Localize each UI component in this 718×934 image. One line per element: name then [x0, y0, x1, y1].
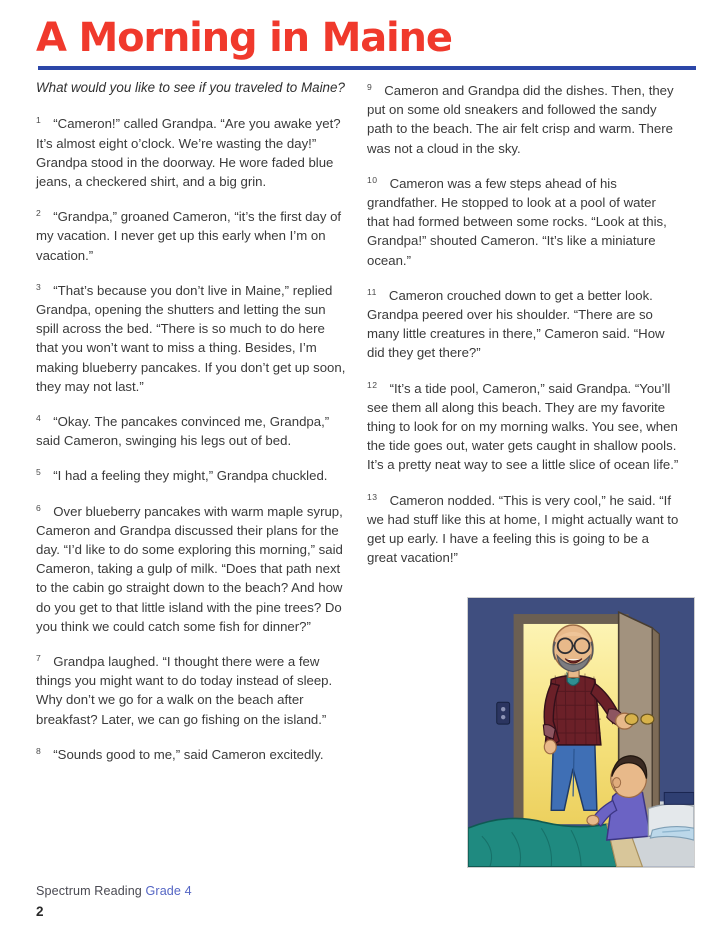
- paragraph-number: 6: [36, 502, 42, 513]
- paragraph-text: “Cameron!” called Grandpa. “Are you awake yet? It’s almost eight o’clock. We’re wasting the day!” Grandpa stood in the doorway. He wore faded blue jeans, a checkered shirt, and a big grin.: [36, 116, 341, 190]
- paragraph-number: 8: [36, 745, 42, 756]
- paragraph-7: [36, 649, 348, 729]
- paragraph-number: 5: [36, 467, 42, 478]
- illustration-artwork: [468, 598, 694, 867]
- footer-grade-text: Grade 4: [145, 884, 192, 898]
- paragraph-9: [367, 78, 679, 158]
- paragraph-1: [36, 111, 348, 191]
- paragraph-10: [367, 171, 679, 270]
- paragraph-number: 1: [36, 115, 42, 126]
- paragraph-text: “Sounds good to me,” said Cameron excitedly.: [53, 746, 324, 762]
- paragraph-3: [36, 278, 348, 396]
- paragraph-number: 9: [367, 82, 373, 92]
- paragraph-4: [36, 409, 348, 450]
- story-column-left: [36, 78, 348, 777]
- paragraph-number: 11: [367, 286, 377, 297]
- paragraph-text: “It’s a tide pool, Cameron,” said Grandpa. “You’ll see them all along this beach. They are my favorite thing to look for on my morning walks. You see, when the tide goes out, water gets caught in shallow pools. It’s a pretty neat way to see a little slice of ocean life.”: [367, 380, 679, 473]
- paragraph-13: [367, 488, 679, 568]
- intro-prompt: What would you like to see if you traveled to Maine?: [36, 80, 345, 95]
- paragraph-12: [367, 376, 679, 475]
- paragraph-number: 3: [36, 281, 42, 292]
- paragraph-text: “That’s because you don’t live in Maine,” replied Grandpa, opening the shutters and letting the sun spill across the bed. “There is so much to do here that you won’t want to miss a thing. Besides, I’m making blueberry pancakes. If you don’t get up soon, they may not last.”: [36, 282, 346, 394]
- paragraph-5: [36, 463, 348, 485]
- title-underline-rule: [38, 66, 696, 70]
- paragraph-number: 10: [367, 174, 378, 185]
- paragraph-number: 4: [36, 413, 42, 424]
- paragraph-text: Cameron crouched down to get a better look. Grandpa peered over his shoulder. “There are so many little creatures in there,” Cameron said. “How did they get there?”: [367, 287, 665, 361]
- paragraph-number: 13: [367, 491, 378, 502]
- story-column-right: [367, 78, 679, 580]
- paragraph-11: [367, 283, 679, 363]
- story-illustration: [467, 597, 695, 868]
- paragraph-text: Cameron was a few steps ahead of his grandfather. He stopped to look at a pool of water that had formed between some rocks. “Look at this, Grandpa!” shouted Cameron. “It’s like a miniature ocean.”: [367, 175, 667, 268]
- footer-series-label: [36, 884, 192, 898]
- paragraph-number: 2: [36, 208, 42, 219]
- paragraph-number: 12: [367, 379, 378, 390]
- page-title: A Morning in Maine: [36, 15, 452, 61]
- paragraph-text: “Okay. The pancakes convinced me, Grandpa,” said Cameron, swinging his legs out of bed.: [36, 414, 330, 449]
- footer-series-text: Spectrum Reading: [36, 884, 146, 898]
- paragraph-text: Grandpa laughed. “I thought there were a few things you might want to do today instead of sleep. Why don’t we go for a walk on the beach after breakfast? Later, we can go fishing on the island.”: [36, 654, 333, 727]
- paragraph-text: Cameron and Grandpa did the dishes. Then, they put on some old sneakers and followed the sandy path to the beach. The air felt crisp and warm. There was not a cloud in the sky.: [367, 83, 674, 156]
- paragraph-text: Cameron nodded. “This is very cool,” he said. “If we had stuff like this at home, I might actually want to get up early. I have a feeling this is going to be a great vacation!”: [367, 492, 679, 566]
- paragraph-6: [36, 499, 348, 636]
- paragraph-2: [36, 204, 348, 265]
- paragraph-number: 7: [36, 653, 42, 664]
- paragraph-text: Over blueberry pancakes with warm maple syrup, Cameron and Grandpa discussed their plans for the day. “I’d like to do some exploring this morning,” said Cameron, taking a gulp of milk. “Does that path next to the cabin go straight down to the beach? And how do you get to that little island with the pine trees? Do you think we could catch some fish for dinner?”: [36, 503, 343, 634]
- paragraph-text: “I had a feeling they might,” Grandpa chuckled.: [53, 468, 328, 484]
- paragraph-8: [36, 742, 348, 764]
- paragraph-text: “Grandpa,” groaned Cameron, “it’s the first day of my vacation. I never get up this early when I’m on vacation.”: [36, 209, 342, 263]
- page-number: 2: [36, 904, 44, 919]
